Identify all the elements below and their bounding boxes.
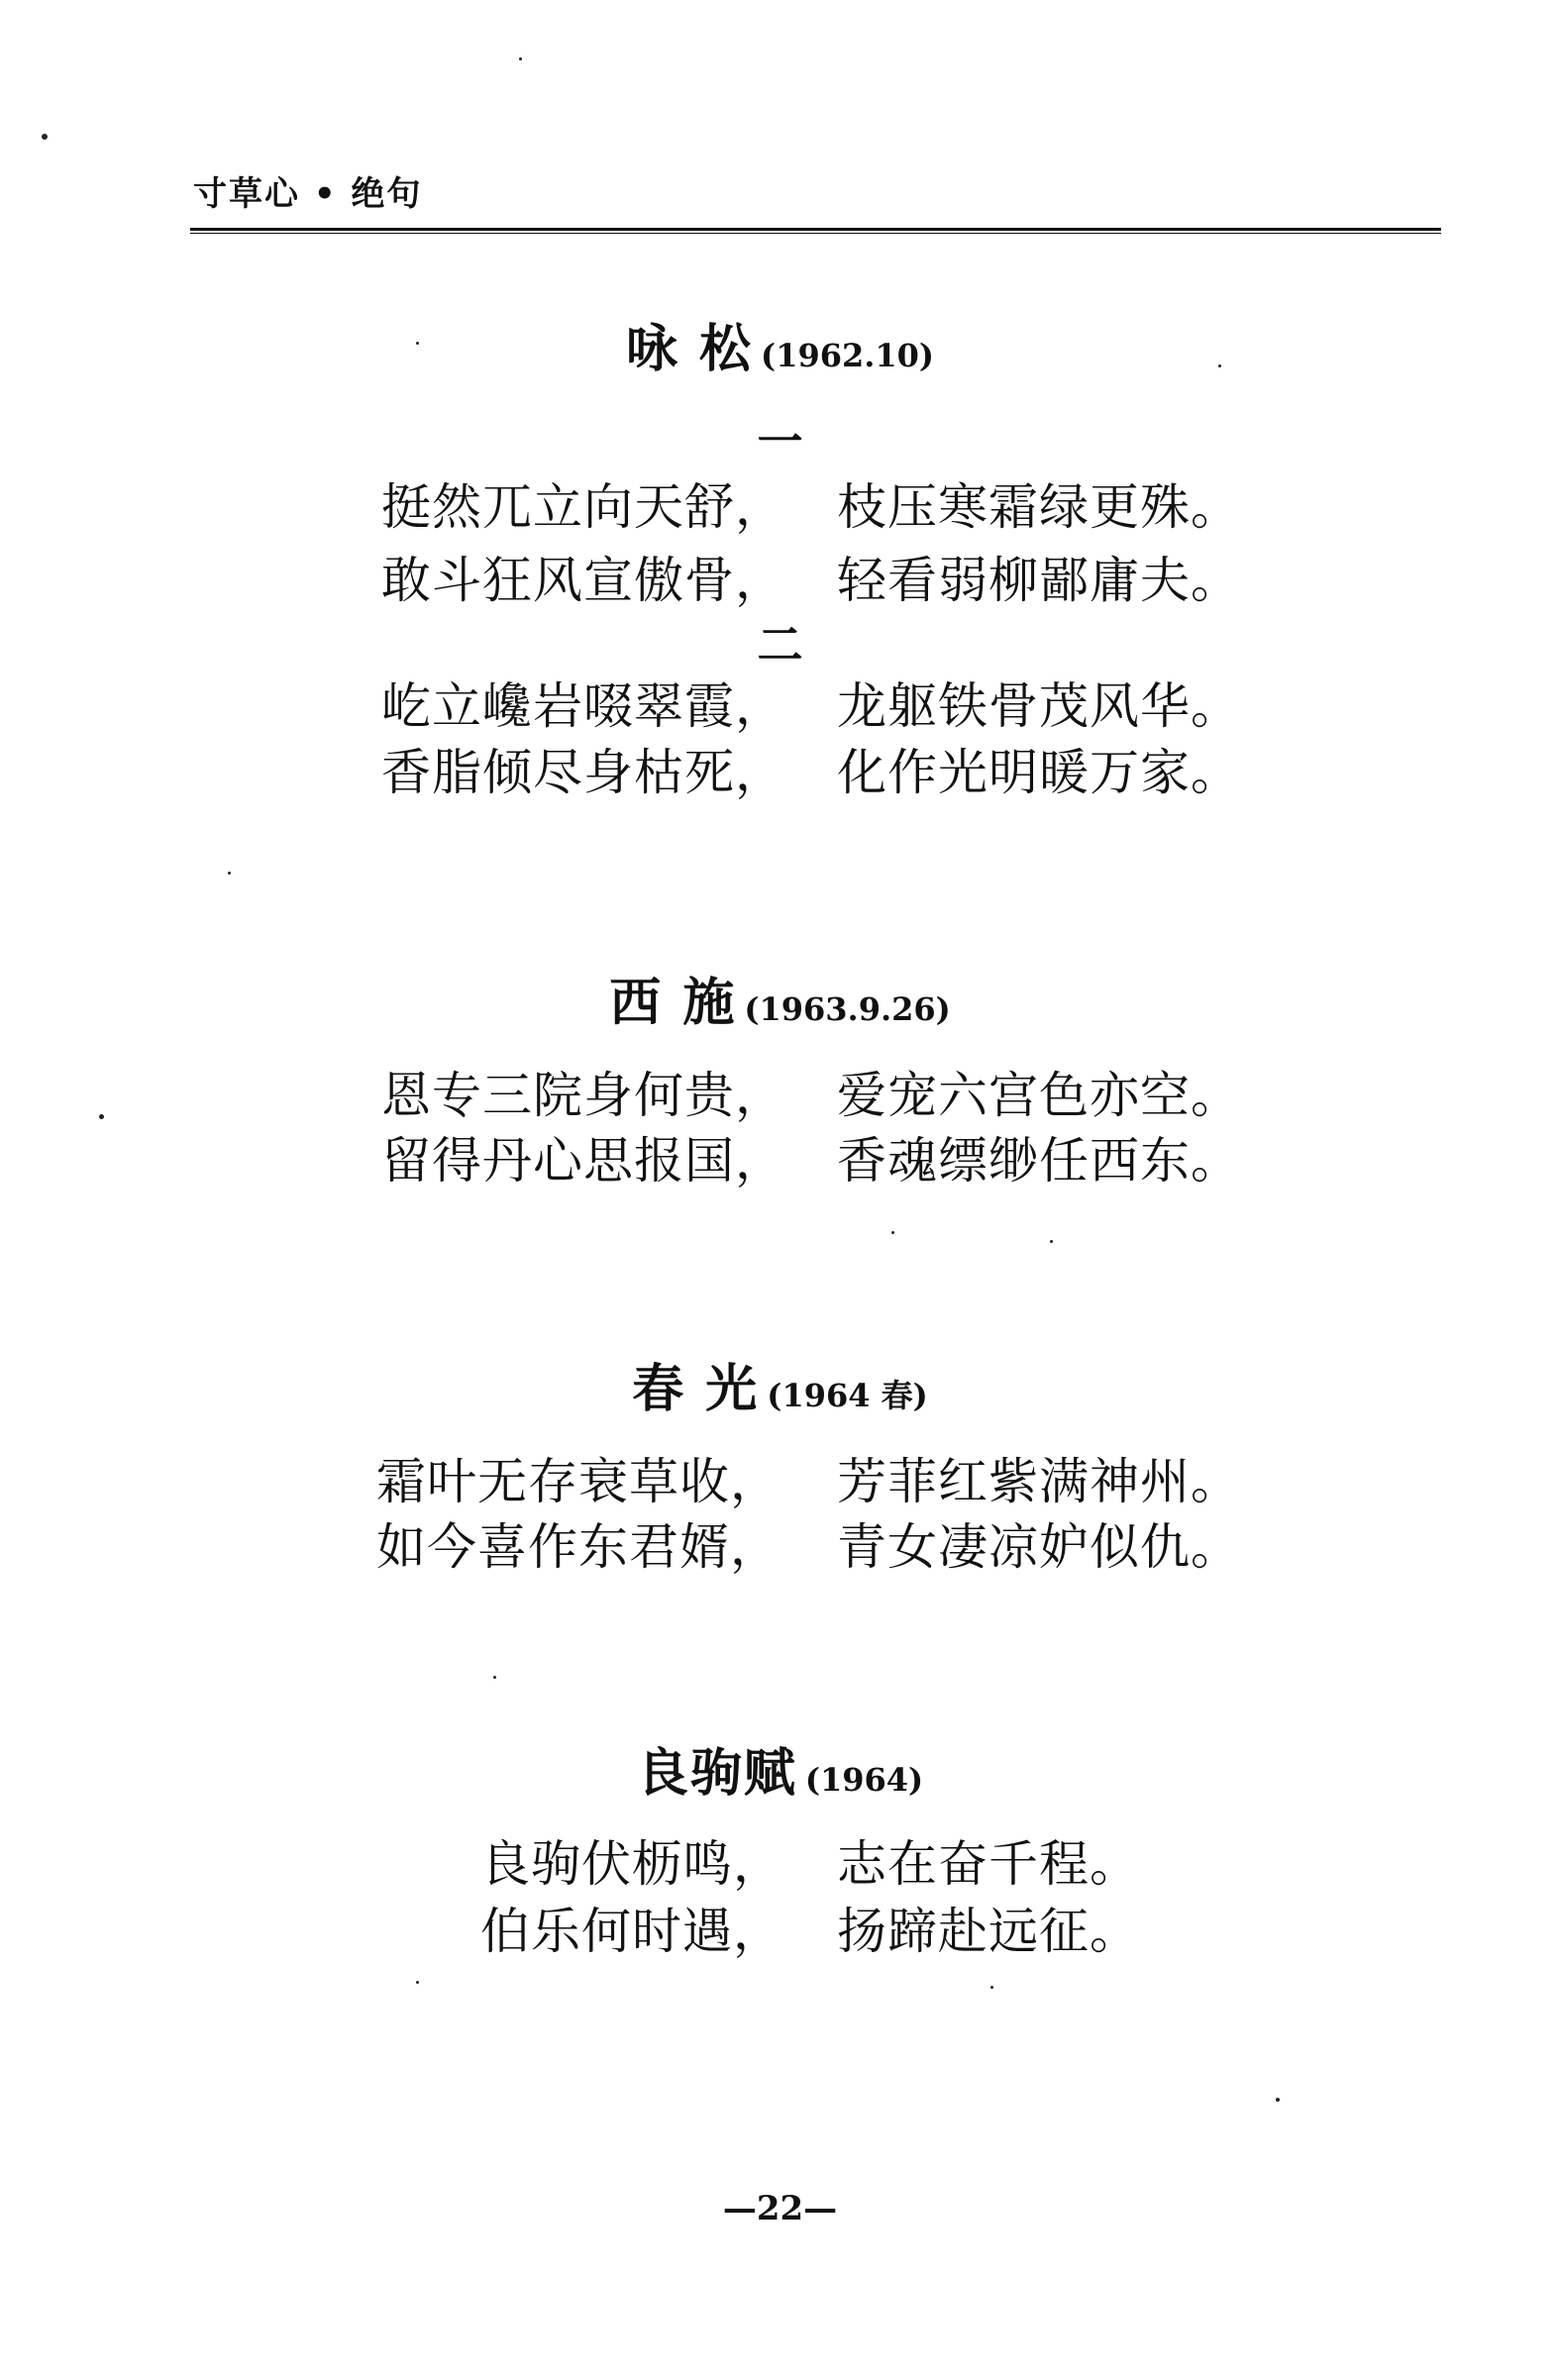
scan-speck — [891, 1231, 894, 1234]
verse-line — [0, 1507, 1560, 1576]
poem-title-text: 咏 松 — [625, 320, 754, 379]
poem-title-liangjufu — [0, 1731, 1560, 1806]
verse-first-half: 屹立巉岩啜翠霞， — [381, 677, 785, 735]
scan-speck — [519, 57, 522, 60]
verse-second-half: 龙躯铁骨茂风华。 — [837, 677, 1241, 735]
poem-title-xishi — [0, 961, 1560, 1035]
scan-speck — [1276, 2098, 1280, 2102]
scan-speck — [1218, 364, 1221, 367]
verse-first-half: 如今喜作东君婿， — [376, 1518, 780, 1576]
verse-second-half: 枝压寒霜绿更殊。 — [837, 478, 1241, 536]
verse-second-half: 爱宠六宫色亦空。 — [837, 1067, 1241, 1124]
poem-title-yongsong — [0, 307, 1560, 381]
scan-speck — [99, 1114, 104, 1119]
poem-title-text: 西 施 — [609, 974, 737, 1033]
verse-first-half: 良驹伏枥鸣， — [480, 1835, 783, 1893]
scan-speck — [1050, 1240, 1053, 1243]
scan-speck — [493, 1676, 496, 1679]
verse-line — [0, 541, 1560, 609]
verse-first-half: 敢斗狂风宣傲骨， — [381, 552, 785, 609]
verse-line — [0, 733, 1560, 801]
verse-first-half: 恩专三院身何贵， — [381, 1067, 785, 1124]
scan-speck — [416, 1981, 419, 1984]
poem-date: (1963.9.26) — [744, 990, 951, 1028]
verse-line — [0, 1442, 1560, 1510]
verse-first-half: 香脂倾尽身枯死， — [381, 744, 785, 801]
verse-first-half: 霜叶无存衰草收， — [376, 1453, 780, 1510]
verse-second-half: 香魂缥缈任西东。 — [837, 1132, 1241, 1190]
scan-speck — [42, 134, 48, 140]
verse-line — [0, 1892, 1560, 1960]
section-number-2: 二 — [757, 618, 803, 672]
verse-second-half: 化作光明暖万家。 — [837, 744, 1241, 801]
verse-second-half: 芳菲红紫满神州。 — [837, 1453, 1241, 1510]
verse-first-half: 留得丹心思报国， — [381, 1132, 785, 1190]
verse-line — [0, 1121, 1560, 1190]
running-header: 寸草心 • 绝句 — [193, 174, 423, 214]
scan-speck — [416, 342, 419, 345]
verse-line — [0, 467, 1560, 536]
verse-second-half: 轻看弱柳鄙庸夫。 — [837, 552, 1241, 609]
scan-speck — [228, 872, 231, 875]
poem-date: (1964 春) — [767, 1377, 928, 1414]
verse-line — [0, 1056, 1560, 1124]
header-rule — [190, 228, 1441, 231]
verse-second-half: 扬蹄赴远征。 — [837, 1903, 1140, 1960]
verse-second-half: 志在奋千程。 — [837, 1835, 1140, 1893]
section-number-1: 一 — [757, 415, 803, 468]
poem-date: (1962.10) — [761, 337, 935, 374]
page-number: —22— — [722, 2189, 838, 2228]
poem-title-text: 良驹赋 — [636, 1744, 797, 1804]
verse-first-half: 挺然兀立向天舒， — [381, 478, 785, 536]
verse-line — [0, 667, 1560, 735]
poem-title-chunguang — [0, 1347, 1560, 1421]
poem-title-text: 春 光 — [632, 1360, 760, 1419]
verse-second-half: 青女凄凉妒似仇。 — [837, 1518, 1241, 1576]
scan-speck — [990, 1986, 993, 1989]
verse-line — [0, 1824, 1560, 1893]
verse-first-half: 伯乐何时遇， — [480, 1903, 783, 1960]
poem-date: (1964) — [804, 1761, 924, 1799]
